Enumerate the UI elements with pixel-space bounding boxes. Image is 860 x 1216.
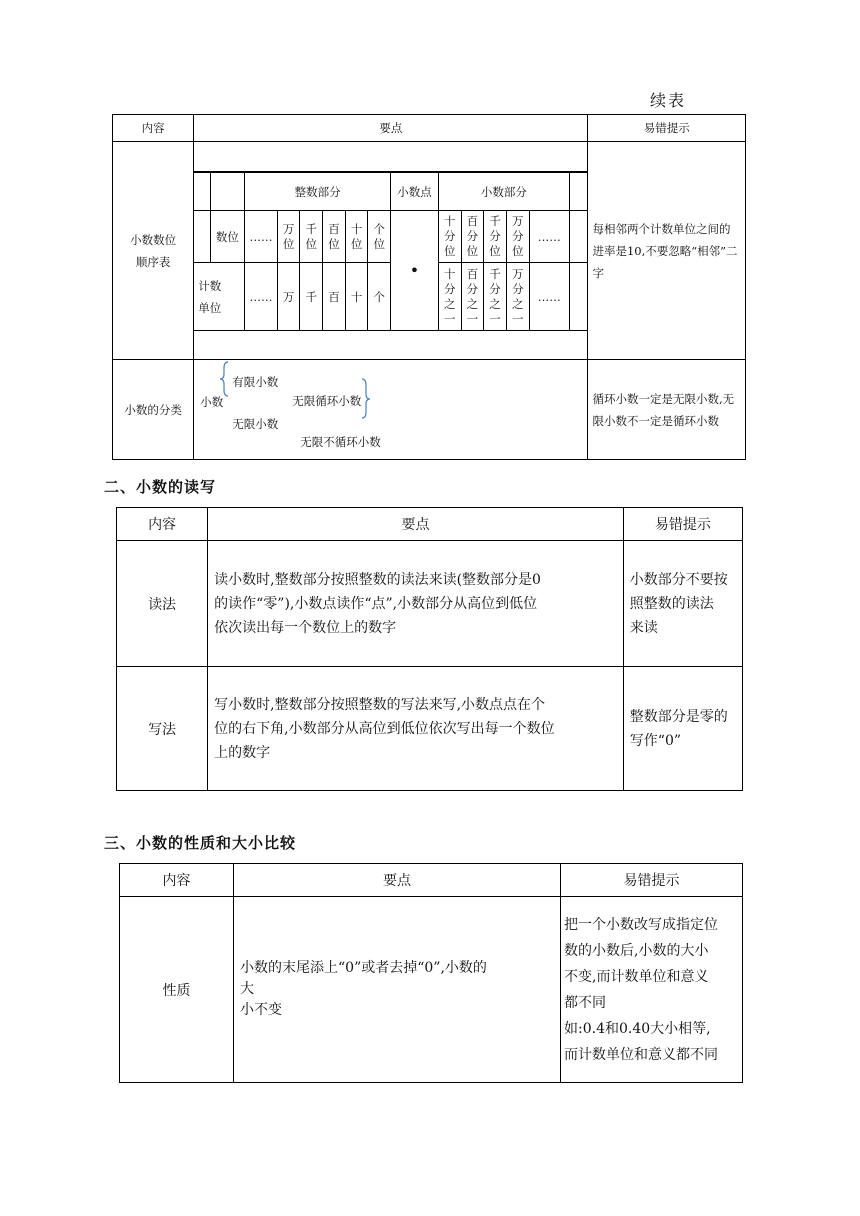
header-content: 内容 <box>117 508 208 541</box>
header-tips: 易错提示 <box>623 508 742 541</box>
group-point: 小数点 <box>391 173 439 211</box>
points-writing <box>208 667 624 791</box>
header-points: 要点 <box>208 508 624 541</box>
unit-ten-thousandth: 万 分 之 一 <box>506 263 529 331</box>
table-row-place-value <box>113 142 746 360</box>
point-line: 写小数时,整数部分按照整数的写法来写,小数点点在个 <box>214 696 546 713</box>
place-hundredth: 百 分 位 <box>461 211 484 263</box>
section-title-read-write: 二、小数的读写 <box>104 478 217 496</box>
tip-line: 不变,而计数单位和意义 <box>564 968 709 985</box>
table-header-row <box>120 864 743 897</box>
classification-cell <box>194 360 588 460</box>
header-points: 要点 <box>234 864 561 897</box>
unit-tenth: 十 分 之 一 <box>438 263 461 331</box>
place-qian: 千 位 <box>300 211 323 263</box>
place-ge: 个 位 <box>368 211 391 263</box>
class-finite: 有限小数 <box>232 375 279 389</box>
tip-writing <box>623 667 742 791</box>
group-decimal: 小数部分 <box>438 173 569 211</box>
tip-line: 把一个小数改写成指定位 <box>564 916 718 933</box>
unit-label <box>194 263 244 331</box>
unit-bai: 百 <box>323 263 346 331</box>
point-line: 依次读出每一个数位上的数字 <box>214 619 397 636</box>
unit-hundredth: 百 分 之 一 <box>461 263 484 331</box>
point-line: 小数的末尾添上“0”或者去掉“0”,小数的 <box>240 960 487 976</box>
unit-thousandth: 千 分 之 一 <box>484 263 507 331</box>
place-tenth: 十 分 位 <box>438 211 461 263</box>
header-points: 要点 <box>194 115 588 142</box>
class-infinite: 无限小数 <box>232 417 279 431</box>
place-value-table <box>194 172 587 331</box>
header-content: 内容 <box>113 115 194 142</box>
point-line: 位的右下角,小数部分从高位到低位依次写出每一个数位 <box>214 720 555 737</box>
brace-left <box>220 362 228 396</box>
unit-label-line: 单位 <box>198 300 222 315</box>
tip-line: 数的小数后,小数的大小 <box>564 942 709 959</box>
header-content: 内容 <box>120 864 234 897</box>
table-row-property <box>120 897 743 1083</box>
tip-line: 写作“0” <box>629 732 682 749</box>
place-wan: 万 位 <box>277 211 300 263</box>
unit-ge: 个 <box>368 263 391 331</box>
unit-qian: 千 <box>300 263 323 331</box>
place-label: 数位 <box>210 211 244 263</box>
header-tips: 易错提示 <box>561 864 743 897</box>
table-row-classification <box>113 360 746 460</box>
tip-line: 如:0.4和0.40大小相等, <box>564 1020 711 1037</box>
brace-right <box>362 379 370 418</box>
table-header-row <box>113 115 746 142</box>
tip-line: 小数部分不要按 <box>629 571 728 588</box>
point-line: 上的数字 <box>214 744 271 761</box>
table-header-row <box>117 508 743 541</box>
ellipsis: …… <box>529 263 569 331</box>
table-properties <box>119 863 743 1083</box>
row-label-writing: 写法 <box>117 667 208 791</box>
point-line: 大 <box>240 981 254 997</box>
row-label-classification: 小数的分类 <box>113 360 194 460</box>
table-read-write <box>116 507 743 791</box>
unit-label-line: 计数 <box>198 278 222 293</box>
unit-wan: 万 <box>277 263 300 331</box>
place-ten-thousandth: 万 分 位 <box>506 211 529 263</box>
tip-property <box>561 897 743 1083</box>
tip-classification: 循环小数一定是无限小数,无限小数不一定是循环小数 <box>588 360 746 460</box>
points-reading <box>208 541 624 667</box>
point-line: 的读作“零”),小数点读作“点”,小数部分从高位到低位 <box>214 595 538 612</box>
section-title-properties: 三、小数的性质和大小比较 <box>104 834 297 852</box>
row-label-property: 性质 <box>120 897 234 1083</box>
decimal-point: • <box>391 211 439 331</box>
class-non-repeating: 无限不循环小数 <box>300 435 381 449</box>
unit-shi: 十 <box>345 263 368 331</box>
tip-reading <box>623 541 742 667</box>
class-repeating: 无限循环小数 <box>292 394 362 408</box>
tip-line: 照整数的读法 <box>629 595 714 612</box>
point-line: 读小数时,整数部分按照整数的读法来读(整数部分是0 <box>214 571 541 588</box>
tip-line: 而计数单位和意义都不同 <box>564 1046 718 1063</box>
continued-label: 续表 <box>650 91 687 110</box>
point-line: 小不变 <box>240 1002 282 1018</box>
tip-place-value: 每相邻两个计数单位之间的进率是10,不要忽略“相邻”二字 <box>588 142 746 360</box>
tip-line: 来读 <box>629 619 658 636</box>
ellipsis: …… <box>529 211 569 263</box>
label-line: 小数数位 <box>130 232 177 247</box>
place-bai: 百 位 <box>323 211 346 263</box>
header-tips: 易错提示 <box>588 115 746 142</box>
class-root: 小数 <box>200 395 224 409</box>
row-label-place-value <box>113 142 194 360</box>
table-row-reading <box>117 541 743 667</box>
table-continued <box>112 114 746 460</box>
ellipsis: …… <box>245 263 278 331</box>
tip-line: 都不同 <box>564 994 606 1011</box>
table-row-writing <box>117 667 743 791</box>
place-thousandth: 千 分 位 <box>484 211 507 263</box>
row-label-reading: 读法 <box>117 541 208 667</box>
place-value-cell <box>194 142 588 360</box>
ellipsis: …… <box>245 211 278 263</box>
tip-line: 整数部分是零的 <box>629 708 728 725</box>
place-shi: 十 位 <box>345 211 368 263</box>
label-line: 顺序表 <box>135 254 171 269</box>
group-integer: 整数部分 <box>245 173 391 211</box>
points-property <box>234 897 561 1083</box>
